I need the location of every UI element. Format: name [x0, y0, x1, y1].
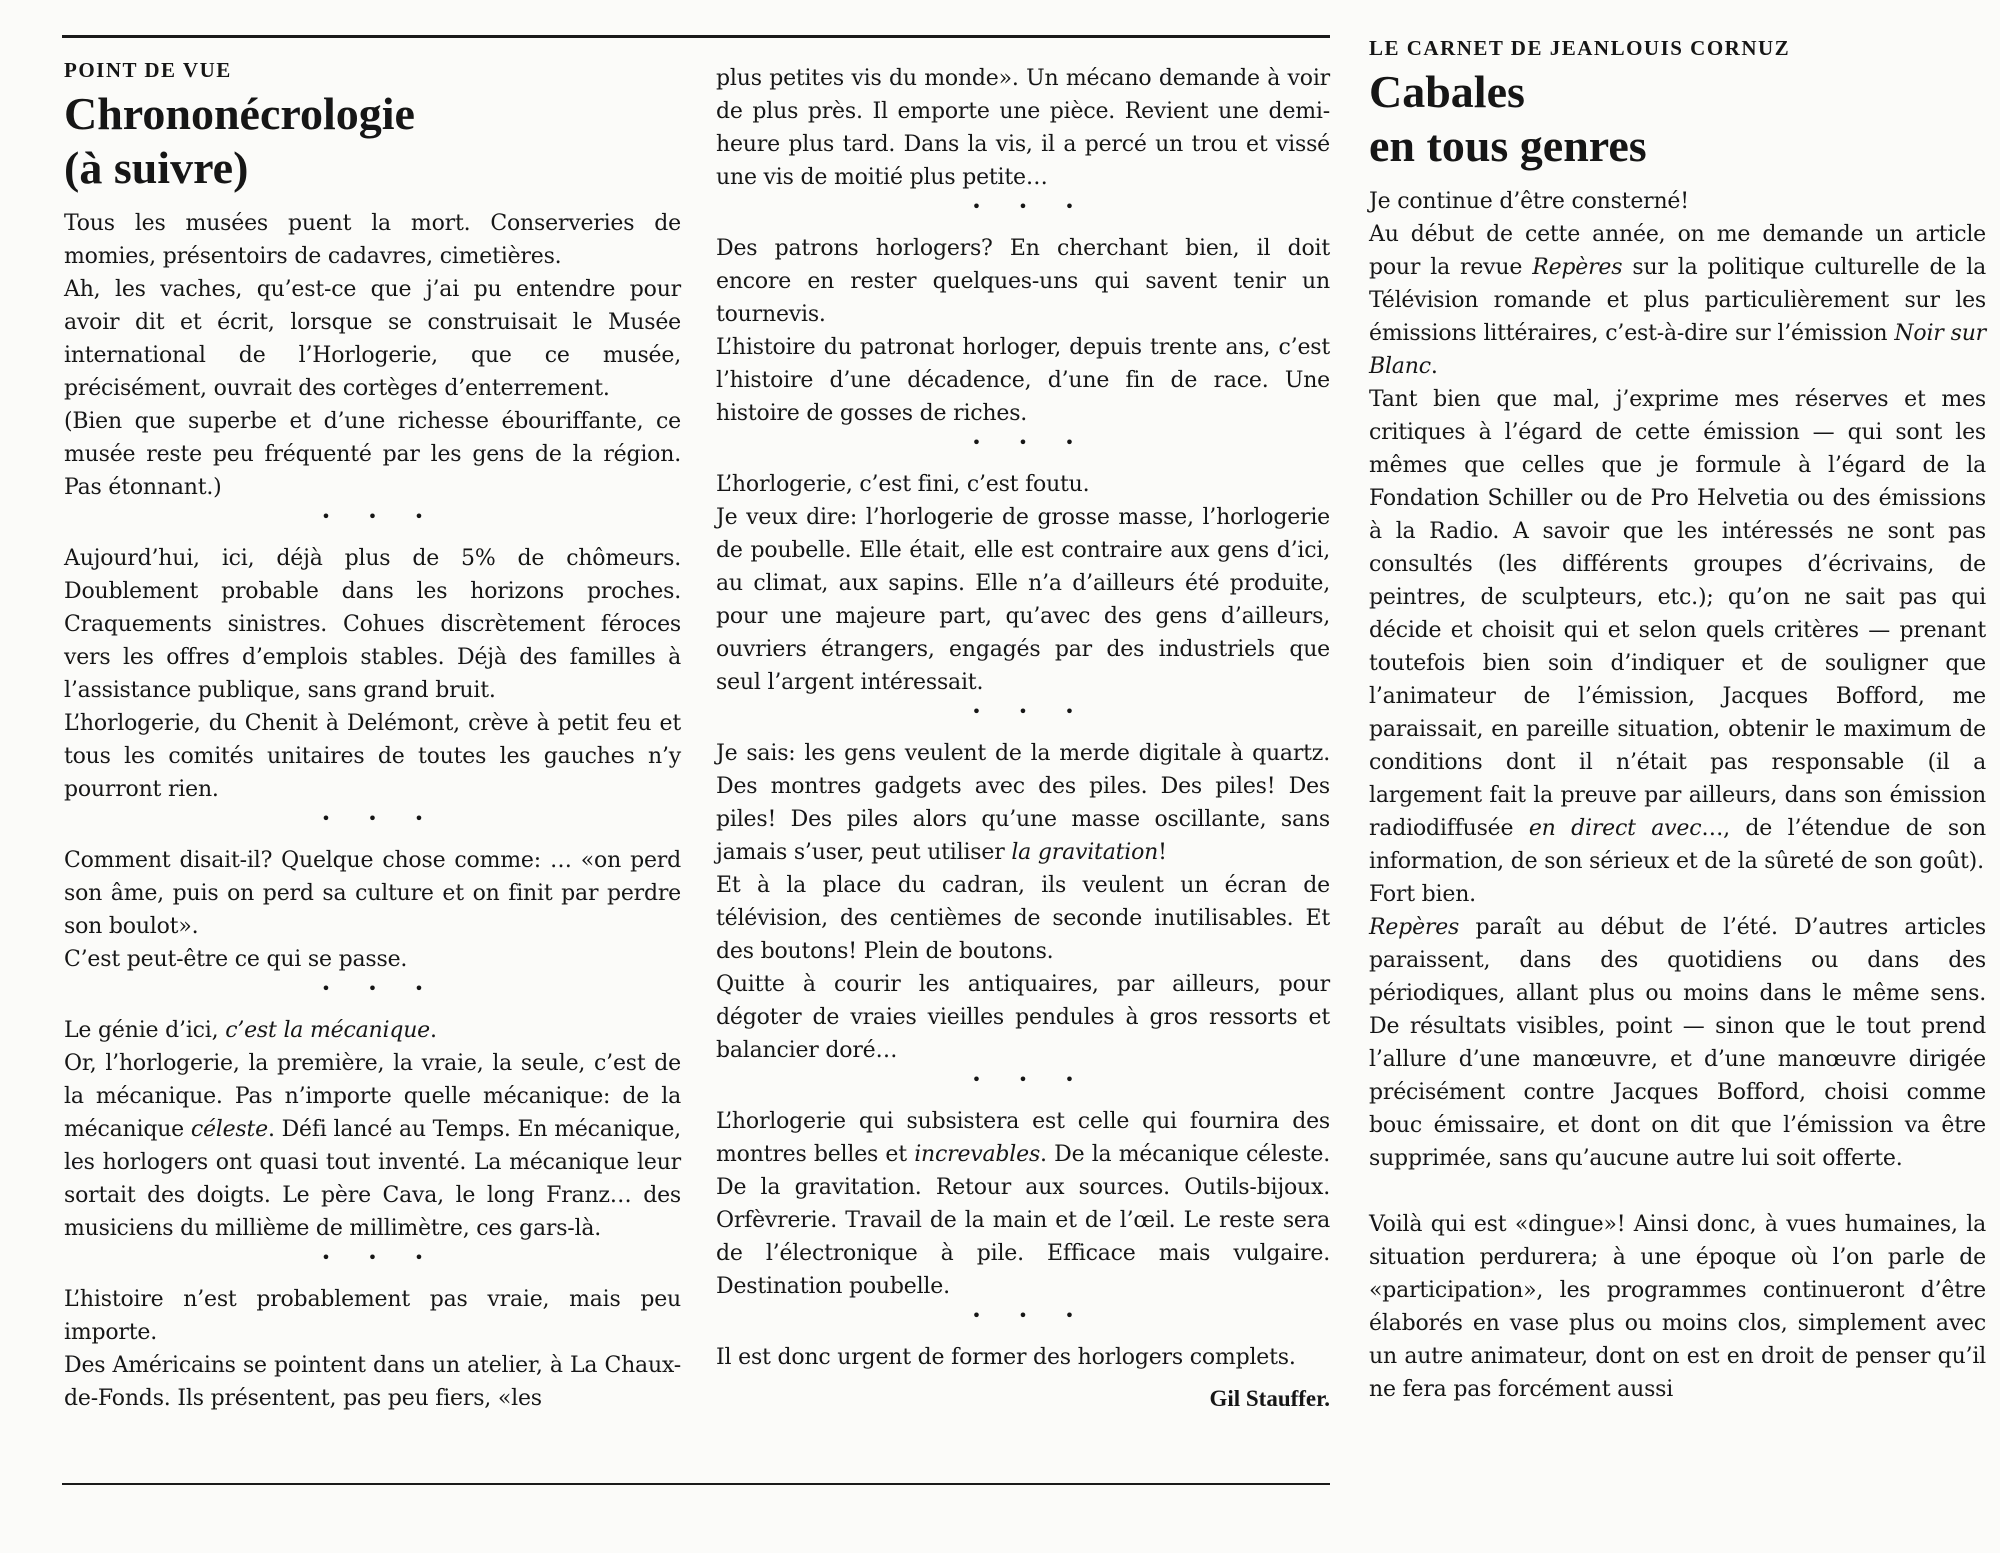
text-run: Le génie d’ici, — [64, 1018, 226, 1043]
emphasis: Repères — [1369, 915, 1460, 940]
left-headline-line-2: (à suivre) — [64, 142, 249, 193]
paragraph: Quitte à courir les antiquaires, par ailleurs, pour dégoter de vraies vieilles pendules à gros ressorts et balancier doré… — [716, 972, 1330, 1063]
paragraph: Tous les musées puent la mort. Conserveries de momies, présentoirs de cadavres, cimetières. — [64, 211, 681, 269]
paragraph: Il est donc urgent de former des horlogers complets. — [716, 1345, 1296, 1370]
emphasis: increvables — [914, 1142, 1041, 1167]
paragraph: Des patrons horlogers? En cherchant bien, il doit encore en rester quelques-uns qui savent tenir un tournevis. — [716, 236, 1330, 327]
bottom-rule — [62, 1483, 1330, 1485]
text-run: paraît au début de l’été. D’autres articles paraissent, dans des quotidiens ou dans des périodiques, allant plus ou moins dans le même sens. De résultats visibles, point — sinon que le tout prend l’allure d’une manœuvre, et d’une manœuvre dirigée précisément contre Jacques Bofford, choisi comme bouc émissaire, et dont on dit que l’émission va être supprimée, sans qu’aucune autre lui soit offerte. — [1369, 915, 1986, 1171]
paragraph: Comment disait-il? Quelque chose comme: … «on perd son âme, puis on perd sa culture et on finit par perdre son boulot». — [64, 848, 681, 939]
section-separator: • • • — [971, 1070, 1091, 1089]
left-article-column-1 — [64, 58, 681, 1415]
paragraph — [64, 1047, 681, 1245]
emphasis: Noir sur Blanc — [1369, 321, 1986, 379]
text-run: ! — [1158, 840, 1167, 865]
text-run: Or, l’horlogerie, la première, la vraie, la seule, c’est de la mécanique. Pas n’importe quelle mécanique: de la mécanique — [64, 1051, 681, 1142]
paragraph: L’histoire du patronat horloger, depuis trente ans, c’est l’histoire d’une décadence, d’une fin de race. Une histoire de gosses de riches. — [716, 335, 1330, 426]
left-kicker: POINT DE VUE — [64, 58, 232, 82]
right-headline-line-2: en tous genres — [1369, 120, 1647, 171]
text-run: …, de l’étendue de son information, de son sérieux et de la sûreté de son goût). — [1369, 816, 1987, 874]
paragraph: Et à la place du cadran, ils veulent un écran de télévision, des centièmes de seconde inutilisables. Et des boutons! Plein de boutons. — [716, 873, 1330, 964]
section-separator: • • • — [971, 433, 1091, 452]
emphasis: Repères — [1532, 255, 1623, 280]
section-separator: • • • — [321, 809, 440, 828]
right-headline-line-1: Cabales — [1369, 66, 1525, 117]
paragraph: L’histoire n’est probablement pas vraie, mais peu importe. — [64, 1287, 681, 1345]
text-run: L’horlogerie qui subsistera est celle qui fournira des montres belles et — [716, 1109, 1330, 1167]
paragraph: Des Américains se pointent dans un atelier, à La Chaux-de-Fonds. Ils présentent, pas peu fiers, «les — [64, 1353, 681, 1411]
section-separator: • • • — [321, 1248, 440, 1267]
paragraph — [64, 1014, 681, 1047]
text-run: Au début de cette année, on me demande un article pour la revue — [1369, 222, 1986, 280]
section-separator: • • • — [321, 507, 440, 526]
paragraph — [1369, 383, 1986, 878]
paragraph — [1369, 911, 1986, 1175]
paragraph: L’horlogerie, c’est fini, c’est foutu. — [716, 472, 1090, 497]
text-run: Tant bien que mal, j’exprime mes réserves et mes critiques à l’égard de cette émission — qui sont les mêmes que celles que je formule à l’égard de la Fondation Schiller ou de Pro Helvetia ou des émissions à la Radio. A savoir que les intéressés ne sont pas consultés (les différents groupes d’écrivains, de peintres, de sculpteurs, etc.); qu’on ne sait pas qui décide et choisit qui et selon quels critères — prenant toutefois bien soin d’indiquer et de souligner que l’animateur de l’émission, Jacques Bofford, me paraissait, en pareille situation, obtenir le maximum de conditions dont il n’était pas responsable (il a largement fait la preuve par ailleurs, dans son émission radiodiffusée — [1369, 387, 1986, 841]
right-article — [1369, 36, 1986, 1406]
paragraph: C’est peut-être ce qui se passe. — [64, 947, 408, 972]
text-run: sur la politique culturelle de la Télévision romande et plus particulièrement sur les émissions littéraires, c’est-à-dire sur l’émission — [1369, 255, 1986, 346]
section-separator: • • • — [971, 1306, 1091, 1325]
emphasis: c’est la mécanique — [225, 1018, 431, 1043]
left-headline — [64, 87, 681, 195]
paragraph: Aujourd’hui, ici, déjà plus de 5% de chômeurs. Doublement probable dans les horizons proches. Craquements sinistres. Cohues discrètement féroces vers les offres d’emplois stables. Déjà des familles à l’assistance publique, sans grand bruit. — [64, 546, 681, 703]
paragraph: plus petites vis du monde». Un mécano demande à voir de plus près. Il emporte une pièce. Revient une demi-heure plus tard. Dans la vis, il a percé un trou et vissé une vis de moitié plus petite… — [716, 66, 1330, 190]
text-run: Je sais: les gens veulent de la merde digitale à quartz. Des montres gadgets avec des piles. Des piles! Des piles! Des piles alors qu’une masse oscillante, sans jamais s’user, peut utiliser — [716, 741, 1330, 865]
author-signature: Gil Stauffer. — [1209, 1386, 1330, 1411]
left-headline-line-1: Chrononécrologie — [64, 88, 415, 139]
paragraph: Je veux dire: l’horlogerie de grosse masse, l’horlogerie de poubelle. Elle était, elle est contraire aux gens d’ici, au climat, aux sapins. Elle n’a d’ailleurs été produite, pour une majeure part, qu’avec des gens d’ailleurs, ouvriers étrangers, engagés par des industriels que seul l’argent intéressait. — [716, 505, 1330, 695]
paragraph — [716, 1105, 1330, 1303]
text-run: . De la mécanique céleste. De la gravitation. Retour aux sources. Outils-bijoux. Orfèvrerie. Travail de la main et de l’œil. Le reste sera de l’électronique à pile. Efficace mais vulgaire. Destination poubelle. — [716, 1142, 1330, 1299]
text-run: . — [1430, 354, 1438, 379]
paragraph: L’horlogerie, du Chenit à Delémont, crève à petit feu et tous les comités unitaires de toutes les gauches n’y pourront rien. — [64, 711, 681, 802]
text-run: . — [430, 1018, 437, 1043]
section-separator: • • • — [971, 197, 1091, 216]
paragraph: Je continue d’être consterné! — [1369, 189, 1689, 214]
paragraph: (Bien que superbe et d’une richesse ébouriffante, ce musée reste peu fréquenté par les gens de la région. Pas étonnant.) — [64, 409, 681, 500]
emphasis: en direct avec — [1528, 816, 1702, 841]
emphasis: céleste — [190, 1117, 268, 1142]
paragraph: Fort bien. — [1369, 882, 1476, 907]
right-headline — [1369, 65, 1986, 173]
right-kicker: LE CARNET DE JEANLOUIS CORNUZ — [1369, 36, 1791, 60]
section-separator: • • • — [971, 702, 1091, 721]
paragraph — [1369, 218, 1986, 383]
paragraph: Voilà qui est «dingue»! Ainsi donc, à vues humaines, la situation perdurera; à une époque où l’on parle de «participation», les programmes continueront d’être élaborés en vase plus ou moins clos, simplement avec un autre animateur, dont on est en droit de penser qu’il ne fera pas forcément aussi — [1369, 1212, 1986, 1402]
section-separator: • • • — [321, 979, 440, 998]
emphasis: la gravitation — [1011, 840, 1159, 865]
paragraph: Ah, les vaches, qu’est-ce que j’ai pu entendre pour avoir dit et écrit, lorsque se construisait le Musée international de l’Horlogerie, que ce musée, précisément, ouvrait des cortèges d’enterrement. — [64, 277, 681, 401]
text-run: . Défi lancé au Temps. En mécanique, les horlogers ont quasi tout inventé. La mécanique leur sortait des doigts. Le père Cava, le long Franz… des musiciens du millième de millimètre, ces gars-là. — [64, 1117, 681, 1241]
left-article-column-2 — [716, 62, 1330, 1412]
paragraph — [716, 737, 1330, 869]
top-rule — [62, 35, 1330, 38]
